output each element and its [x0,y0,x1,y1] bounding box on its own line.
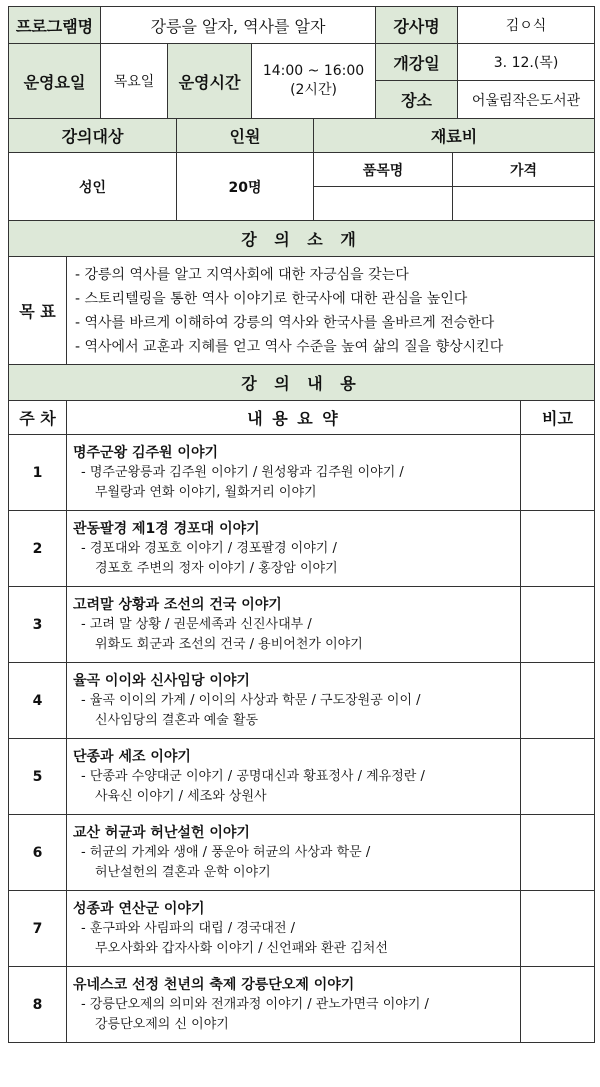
time-duration: (2시간) [290,82,337,98]
week-summary [67,815,521,891]
week-title: 고려말 상황과 조선의 건국 이야기 [73,596,282,613]
goal-item: - 역사에서 교훈과 지혜를 얻고 역사 수준을 높여 삶의 질을 향상시킨다 [75,338,504,355]
week-note [521,435,595,511]
table-row [9,435,595,511]
lecture-plan-document [8,6,594,1043]
target-value: 성인 [9,153,177,221]
week-summary [67,739,521,815]
goal-label: 목 표 [9,257,67,365]
week-line: 경포호 주변의 정자 이야기 / 홍장암 이야기 [95,560,338,576]
time-value [252,44,376,119]
week-summary [67,967,521,1043]
week-number: 7 [9,891,67,967]
col-week: 주 차 [9,401,67,435]
week-summary [67,891,521,967]
week-line: - 고려 말 상황 / 권문세족과 신진사대부 / [81,616,312,632]
week-note [521,663,595,739]
week-summary [67,663,521,739]
item-label: 품목명 [314,153,453,187]
week-number: 2 [9,511,67,587]
week-line: 강릉단오제의 신 이야기 [95,1016,229,1032]
week-number: 4 [9,663,67,739]
week-line: 무오사화와 갑자사화 이야기 / 신언패와 환관 김처선 [95,940,388,956]
goal-item: - 강릉의 역사를 알고 지역사회에 대한 자긍심을 갖는다 [75,266,409,283]
week-note [521,511,595,587]
item-value [314,187,453,221]
week-summary [67,511,521,587]
goal-list [67,257,595,365]
table-row [9,511,595,587]
week-number: 8 [9,967,67,1043]
week-line: - 경포대와 경포호 이야기 / 경포팔경 이야기 / [81,540,337,556]
price-value [453,187,595,221]
week-line: 무월랑과 연화 이야기, 월화거리 이야기 [95,484,317,500]
headcount-label: 인원 [177,119,314,153]
week-title: 명주군왕 김주원 이야기 [73,444,218,461]
week-line: 허난설헌의 결혼과 운학 이야기 [95,864,271,880]
intro-title: 강 의 소 개 [9,221,595,257]
intro-table [8,220,595,365]
time-range: 14:00 ~ 16:00 [262,63,365,79]
week-number: 1 [9,435,67,511]
target-label: 강의대상 [9,119,177,153]
week-note [521,739,595,815]
day-label: 운영요일 [9,44,101,119]
week-line: 위화도 회군과 조선의 건국 / 용비어천가 이야기 [95,636,363,652]
table-row [9,587,595,663]
col-note: 비고 [521,401,595,435]
week-note [521,587,595,663]
lecturer-value: 김ㅇ식 [458,7,595,44]
week-summary [67,435,521,511]
table-row [9,891,595,967]
week-line: - 허균의 가계와 생애 / 풍운아 허균의 사상과 학문 / [81,844,371,860]
col-summary: 내 용 요 약 [67,401,521,435]
week-title: 교산 허균과 허난설헌 이야기 [73,824,250,841]
info-table [8,118,595,221]
week-number: 3 [9,587,67,663]
table-row [9,663,595,739]
price-label: 가격 [453,153,595,187]
week-line: 사육신 이야기 / 세조와 상원사 [95,788,267,804]
time-label: 운영시간 [168,44,252,119]
program-label: 프로그램명 [9,7,101,44]
opening-label: 개강일 [376,44,458,81]
material-label: 재료비 [314,119,595,153]
table-row [9,967,595,1043]
headcount-value: 20명 [177,153,314,221]
week-title: 율곡 이이와 신사임당 이야기 [73,672,250,689]
content-title: 강 의 내 용 [9,365,595,401]
week-line: - 단종과 수양대군 이야기 / 공명대신과 황표정사 / 계유정란 / [81,768,425,784]
place-value: 어울림작은도서관 [458,81,595,119]
day-value: 목요일 [101,44,168,119]
goal-item: - 스토리텔링을 통한 역사 이야기로 한국사에 대한 관심을 높인다 [75,290,468,307]
content-table [8,364,595,1043]
week-title: 관동팔경 제1경 경포대 이야기 [73,520,260,537]
week-line: - 훈구파와 사림파의 대립 / 경국대전 / [81,920,296,936]
week-line: 신사임당의 결혼과 예술 활동 [95,712,259,728]
week-number: 6 [9,815,67,891]
week-title: 유네스코 선정 천년의 축제 강릉단오제 이야기 [73,976,355,993]
week-title: 단종과 세조 이야기 [73,748,191,765]
table-row [9,815,595,891]
goal-item: - 역사를 바르게 이해하여 강릉의 역사와 한국사를 올바르게 전승한다 [75,314,495,331]
table-row [9,739,595,815]
week-summary [67,587,521,663]
week-note [521,967,595,1043]
week-line: - 율곡 이이의 가계 / 이이의 사상과 학문 / 구도장원공 이이 / [81,692,421,708]
week-title: 성종과 연산군 이야기 [73,900,205,917]
lecturer-label: 강사명 [376,7,458,44]
place-label: 장소 [376,81,458,119]
program-value: 강릉을 알자, 역사를 알자 [101,7,376,44]
header-table [8,6,595,119]
opening-value: 3. 12.(목) [458,44,595,81]
week-line: - 강릉단오제의 의미와 전개과정 이야기 / 관노가면극 이야기 / [81,996,429,1012]
week-number: 5 [9,739,67,815]
week-note [521,815,595,891]
week-note [521,891,595,967]
week-line: - 명주군왕릉과 김주원 이야기 / 원성왕과 김주원 이야기 / [81,464,404,480]
